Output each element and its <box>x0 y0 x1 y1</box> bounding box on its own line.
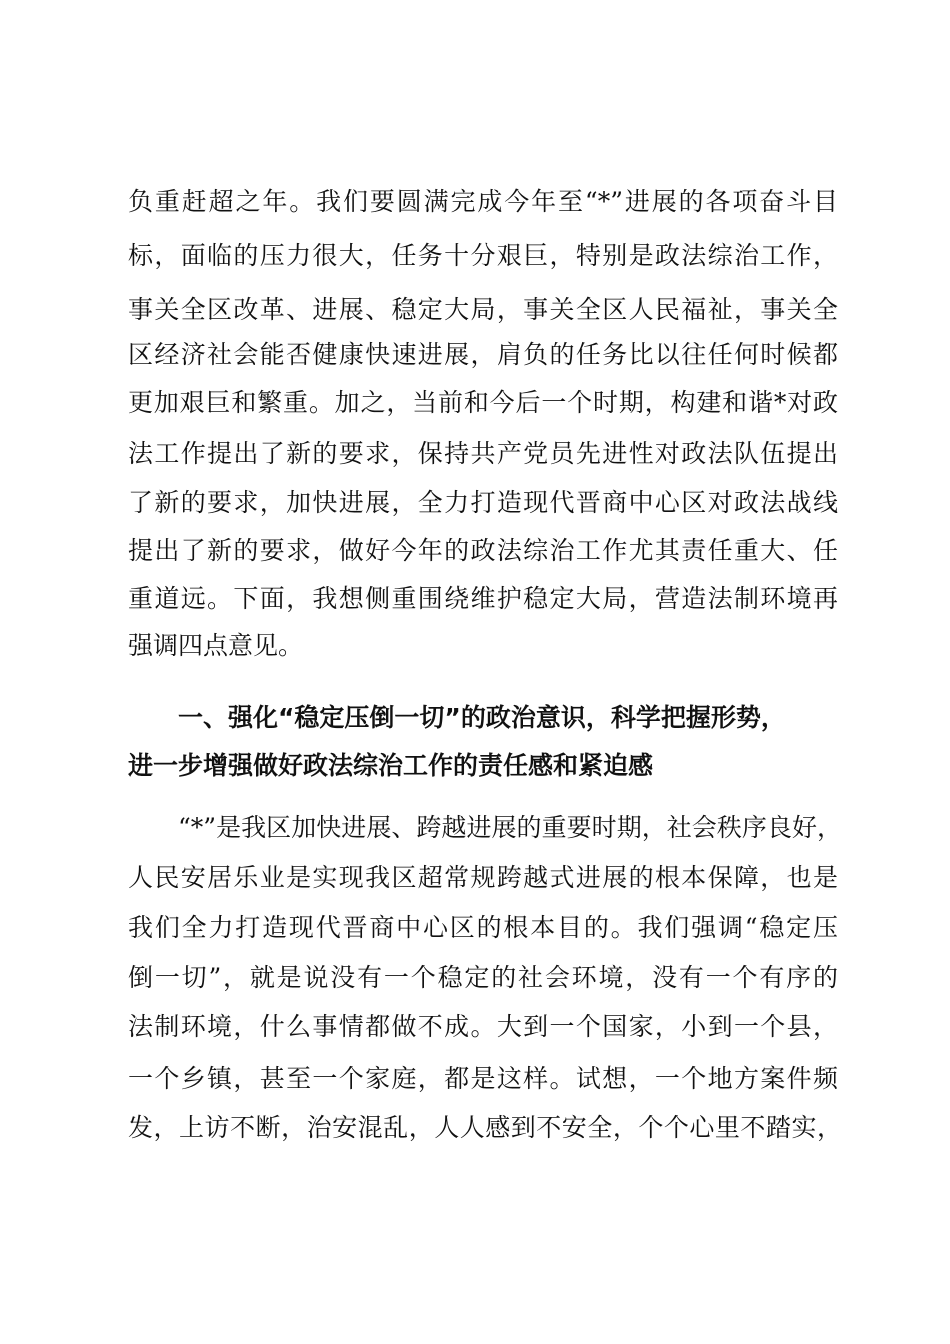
paragraph-1-line-1: 负重赶超之年。我们要圆满完成今年至“*”进展的各项奋斗目 <box>128 187 838 216</box>
paragraph-1-line-9: 重道远。下面，我想侧重围绕维护稳定大局，营造法制环境再 <box>128 584 838 613</box>
section-heading-line-1: 一、强化“稳定压倒一切”的政治意识，科学把握形势， <box>178 703 786 732</box>
section-heading-line-2: 进一步增强做好政法综治工作的责任感和紧迫感 <box>128 751 654 780</box>
paragraph-1-line-10: 强调四点意见。 <box>128 631 304 660</box>
paragraph-2-line-1: “*”是我区加快进展、跨越进展的重要时期，社会秩序良好， <box>178 813 842 842</box>
paragraph-1-line-2: 标，面临的压力很大，任务十分艰巨，特别是政法综治工作， <box>128 241 838 270</box>
paragraph-2-line-3: 我们全力打造现代晋商中心区的根本目的。我们强调“稳定压 <box>128 913 838 942</box>
paragraph-1-line-5: 更加艰巨和繁重。加之，当前和今后一个时期，构建和谐*对政 <box>128 388 838 417</box>
paragraph-2-line-7: 发，上访不断，治安混乱，人人感到不安全，个个心里不踏实， <box>128 1113 842 1142</box>
paragraph-2-line-6: 一个乡镇，甚至一个家庭，都是这样。试想，一个地方案件频 <box>128 1064 838 1093</box>
paragraph-1-line-8: 提出了新的要求，做好今年的政法综治工作尤其责任重大、任 <box>128 536 838 565</box>
paragraph-1-line-6: 法工作提出了新的要求，保持共产党员先进性对政法队伍提出 <box>128 439 838 468</box>
paragraph-1-line-3: 事关全区改革、进展、稳定大局，事关全区人民福祉，事关全 <box>128 295 838 324</box>
paragraph-2-line-5: 法制环境，什么事情都做不成。大到一个国家，小到一个县， <box>128 1012 838 1041</box>
paragraph-2-line-4: 倒一切”，就是说没有一个稳定的社会环境，没有一个有序的 <box>128 963 838 992</box>
paragraph-1-line-4: 区经济社会能否健康快速进展，肩负的任务比以往任何时候都 <box>128 340 838 369</box>
paragraph-2-line-2: 人民安居乐业是实现我区超常规跨越式进展的根本保障，也是 <box>128 863 838 892</box>
paragraph-1-line-7: 了新的要求，加快进展，全力打造现代晋商中心区对政法战线 <box>128 488 838 517</box>
